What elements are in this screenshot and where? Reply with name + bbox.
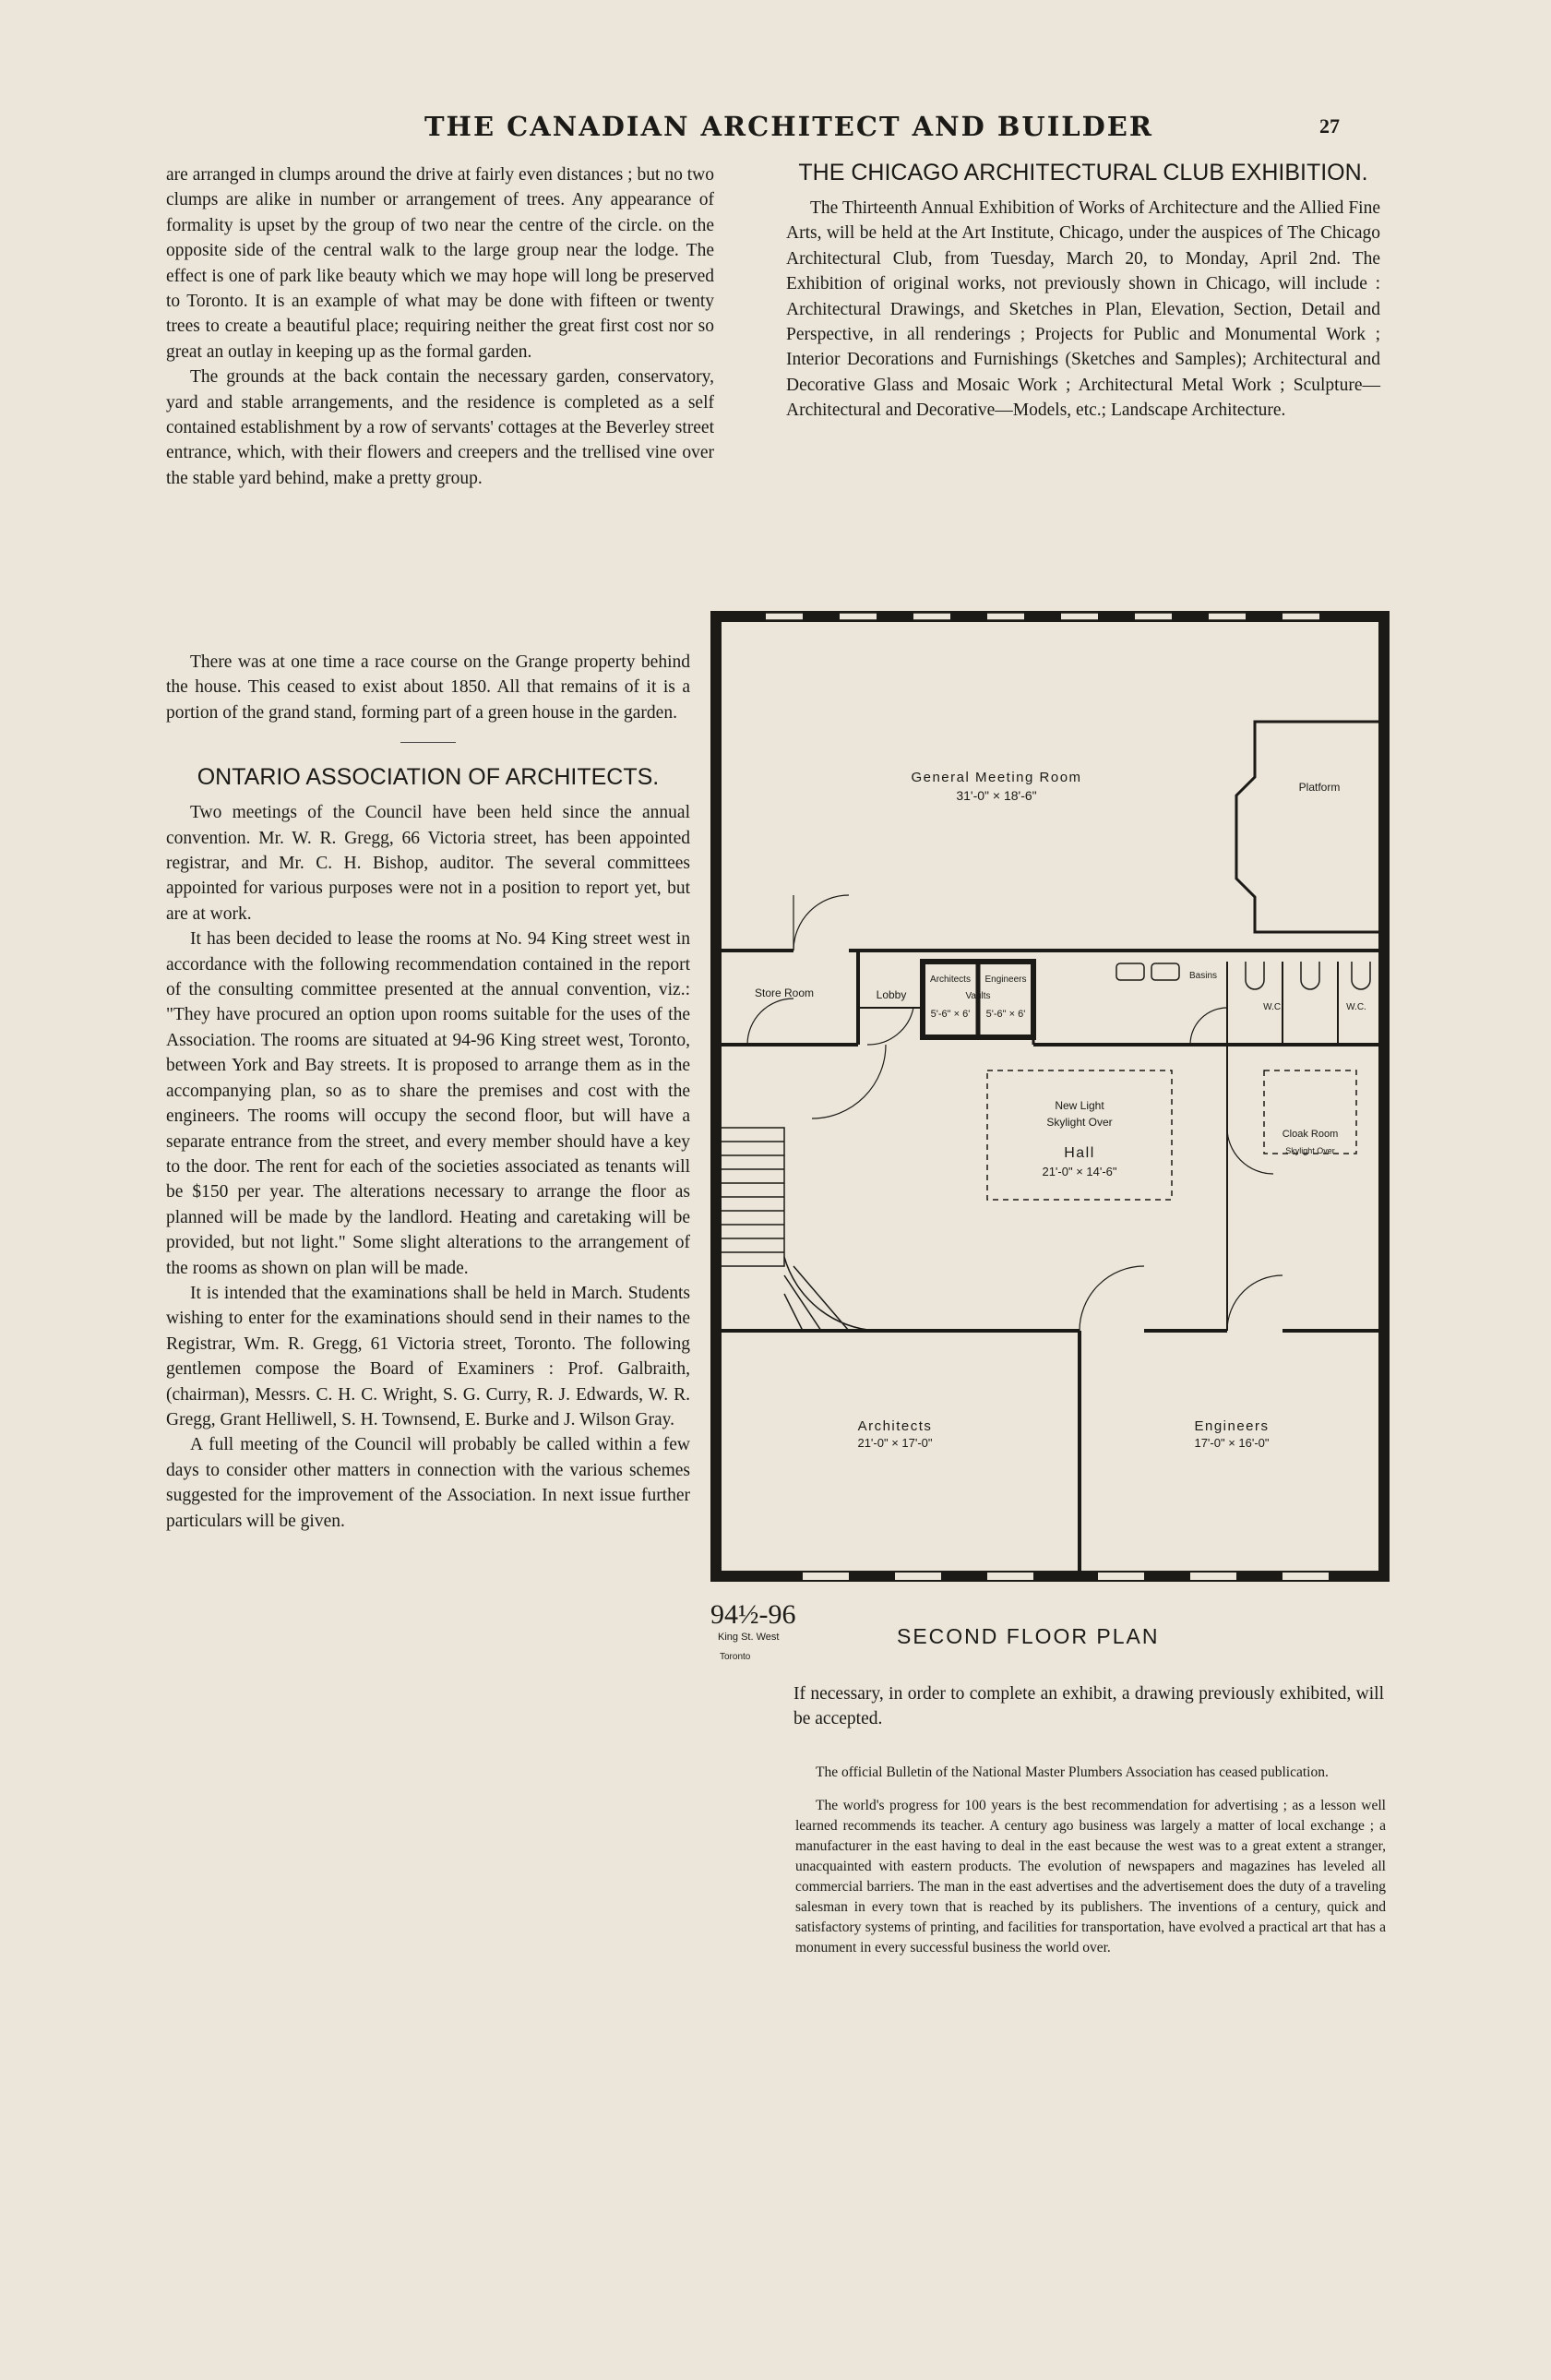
platform-label: Platform: [1298, 781, 1341, 794]
engineers-room-label: Engineers: [1194, 1418, 1270, 1434]
wc-label-2: W.C.: [1346, 1002, 1366, 1012]
architects-vault-label: Architects: [930, 975, 971, 985]
wc-label-1: W.C.: [1263, 1002, 1283, 1012]
lobby-label: Lobby: [876, 988, 907, 1001]
new-light-label: New Light: [1055, 1099, 1104, 1112]
general-meeting-room-label: General Meeting Room: [911, 770, 1082, 785]
oaa-paragraph-4: A full meeting of the Council will probably be called within a few days to consider other matters in connection with the various schemes suggested for the improvement of the Association. In next issue further particulars will be given.: [166, 1435, 690, 1531]
right-column-upper: [786, 159, 1380, 424]
right-column-lower: [793, 1681, 1384, 1732]
left-column-lower: [166, 650, 690, 1534]
cloak-room-label: Cloak Room: [1282, 1129, 1339, 1140]
plan-caption: SECOND FLOOR PLAN: [897, 1624, 1160, 1648]
left-column-upper: [166, 162, 714, 491]
oaa-paragraph-1: Two meetings of the Council have been held since the annual convention. Mr. W. R. Gregg, 66 Victoria street, has been appointed registrar, and Mr. C. H. Bishop, auditor. The several committees appointed for various purposes were not in a position to report yet, but are at work.: [166, 803, 690, 924]
outer-wall: [716, 616, 1384, 1576]
skylight-label: Skylight Over: [1046, 1116, 1113, 1129]
engineers-vault-label: Engineers: [984, 975, 1027, 985]
architects-room-dim: 21'-0" × 17'-0": [857, 1436, 933, 1450]
running-head: THE CANADIAN ARCHITECT AND BUILDER: [424, 111, 1154, 142]
hall-dim: 21'-0" × 14'-6": [1042, 1165, 1117, 1178]
plan-address-street: King St. West: [718, 1632, 780, 1643]
section-divider: [400, 742, 456, 743]
oaa-paragraph-2: It has been decided to lease the rooms at No. 94 King street west in accordance with the following recommendation contained in the report of the consulting committee presented at the annual convention, viz.: "They have procured an option upon rooms suitable for the uses of the Association. The rooms are situated at 94-96 King street west, Toronto, between York and Bay streets. It is proposed to arrange them as in the accompanying plan, so as to share the premises and cost with the engineers. The rooms will occupy the second floor, but will have a separate entrance from the street, and every member should have a key to the door. The rent for each of the societies associated as tenants will be $150 per year. The alterations necessary to arrange the floor as planned will be made by the landlord. Heating and caretaking will be provided, but not light." Some slight alterations to the arrangement of the rooms as shown on plan will be made.: [166, 929, 690, 1278]
vault-dim-a: 5'-6" × 6': [930, 1009, 971, 1020]
skylight-small-label: Skylight Over: [1285, 1146, 1335, 1155]
chicago-heading: THE CHICAGO ARCHITECTURAL CLUB EXHIBITION.: [798, 160, 1368, 185]
grange-paragraph-2: The grounds at the back contain the necessary garden, conservatory, yard and stable arrangements, and the residence is completed as a self contained establishment by a row of servants' cottages at the Beverley street entrance, which, with their flowers and creepers and the trellised vine over the stable yard behind, make a pretty group.: [166, 367, 714, 488]
oaa-paragraph-3: It is intended that the examinations shall be held in March. Students wishing to enter for the examinations should send in their names to the Registrar, Wm. R. Gregg, 61 Victoria street, Toronto. The following gentlemen compose the Board of Examiners : Prof. Galbraith, (chairman), Messrs. C. H. C. Wright, S. G. Curry, R. J. Edwards, W. R. Gregg, Grant Helliwell, S. H. Townsend, E. Burke and J. Wilson Gray.: [166, 1283, 690, 1429]
store-room-label: Store Room: [754, 987, 815, 999]
hall-label: Hall: [1064, 1145, 1095, 1161]
progress-note: The world's progress for 100 years is the best recommendation for advertising ; as a lesson well learned recommends its teacher. A century ago business was largely a matter of local exchange ; a manufacturer in the east having to deal in the east because the west was to a great extent a stranger, unacquainted with eastern products. The evolution of newspapers and magazines has leveled all commercial barriers. The man in the east advertises and the advertisement does the duty of a traveling salesman in every town that is reached by its publishers. The inventions of a century, quick and satisfactory systems of printing, and facilities for transportation, have evolved a practical art that has a monument in every successful business the world over.: [795, 1798, 1386, 1955]
chicago-paragraph-1: The Thirteenth Annual Exhibition of Works of Architecture and the Allied Fine Arts, will be held at the Art Institute, Chicago, under the auspices of The Chicago Architectural Club, from Tuesday, March 20, to Monday, April 2nd. The Exhibition of original works, not previously shown in Chicago, will include : Architectural Drawings, and Sketches in Plan, Elevation, Section, Detail and Perspective, in all renderings ; Projects for Public and Monumental Work ; Interior Decorations and Furnishings (Sketches and Samples); Architectural and Decorative Glass and Mosaic Work ; Architectural Metal Work ; Sculpture—Architectural and Decorative—Models, etc.; Landscape Architecture.: [786, 198, 1380, 421]
vault-dim-b: 5'-6" × 6': [985, 1009, 1026, 1020]
grange-paragraph-1: are arranged in clumps around the drive at fairly even distances ; but no two clumps are alike in number or arrangement of trees. Any appearance of formality is upset by the group of two near the centre of the circle. on the opposite side of the central walk to the large group near the lodge. The effect is one of park like beauty which we may hope will long be preserved to Toronto. It is an example of what may be done with fifteen or twenty trees to create a beautiful place; requiring neither the great first cost nor so great an outlay in keeping up as the formal garden.: [166, 165, 714, 362]
general-meeting-room-dim: 31'-0" × 18'-6": [956, 788, 1037, 803]
page-number: 27: [1319, 114, 1340, 138]
architects-room-label: Architects: [857, 1418, 933, 1434]
vault-label: Vaults: [965, 991, 991, 1001]
bulletin-note: The official Bulletin of the National Master Plumbers Association has ceased publication.: [816, 1764, 1329, 1780]
plan-address-city: Toronto: [720, 1652, 751, 1662]
chicago-paragraph-2: If necessary, in order to complete an exhibit, a drawing previously exhibited, will be accepted.: [793, 1684, 1384, 1729]
basins-label: Basins: [1188, 971, 1218, 981]
grange-paragraph-3: There was at one time a race course on the Grange property behind the house. This ceased to exist about 1850. All that remains of it is a portion of the grand stand, forming part of a green house in the garden.: [166, 652, 690, 723]
engineers-room-dim: 17'-0" × 16'-0": [1194, 1436, 1270, 1450]
right-column-notes: [795, 1763, 1386, 1958]
plan-address-number: 94½-96: [710, 1599, 796, 1630]
oaa-heading: ONTARIO ASSOCIATION OF ARCHITECTS.: [197, 764, 660, 791]
floor-plan: [710, 611, 1390, 1615]
